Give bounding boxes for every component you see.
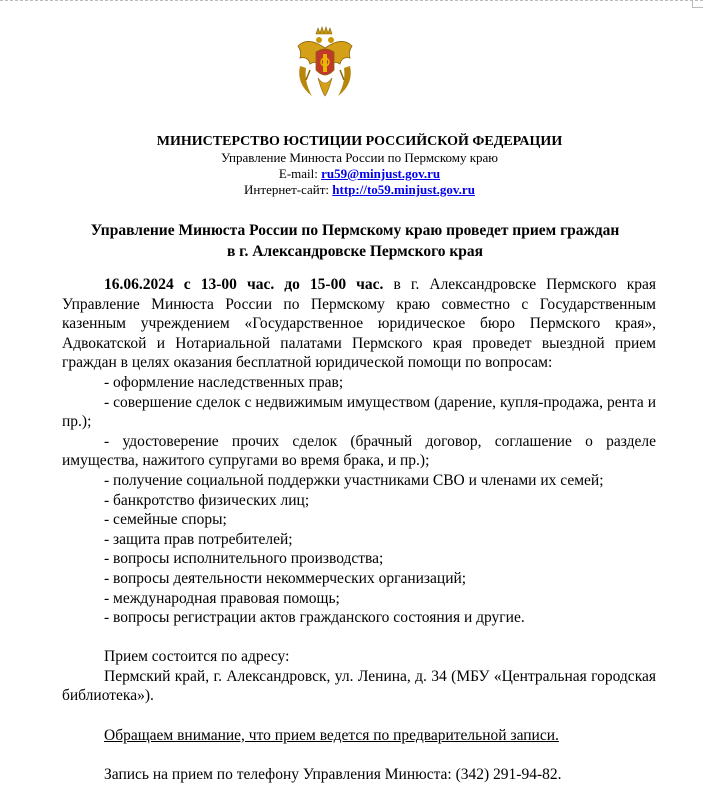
website-label: Интернет-сайт:: [244, 182, 330, 197]
list-item: - семейные споры;: [104, 511, 227, 529]
phone-line: Запись на прием по телефону Управления Минюста: (342) 291-94-82.: [104, 765, 562, 783]
page-top-border: [0, 0, 703, 3]
registration-notice: Обращаем внимание, что прием ведется по предварительной записи.: [104, 726, 559, 744]
spacer: [62, 706, 656, 726]
ministry-name: МИНИСТЕРСТВО ЮСТИЦИИ РОССИЙСКОЙ ФЕДЕРАЦИИ: [156, 134, 563, 149]
list-item: - совершение сделок с недвижимым имуществом (дарение, купля-продажа, рента и пр.);: [62, 393, 656, 431]
intro-paragraph: [62, 275, 656, 373]
department-name: Управление Минюста России по Пермскому краю: [220, 150, 499, 165]
website-link[interactable]: http://to59.minjust.gov.ru: [332, 182, 475, 197]
ministry-emblem-icon: [294, 26, 356, 102]
email-line: [8, 166, 703, 182]
document-title: [55, 220, 655, 262]
spacer: [62, 628, 656, 648]
spacer: [62, 745, 656, 765]
email-label: E-mail:: [278, 166, 318, 181]
list-item: - защита прав потребителей;: [104, 530, 293, 548]
list-item: - вопросы деятельности некоммерческих организаций;: [104, 569, 467, 587]
email-link[interactable]: ru59@minjust.gov.ru: [321, 166, 441, 181]
list-item: - получение социальной поддержки участниками СВО и членами их семей;: [104, 471, 604, 489]
list-item: - международная правовая помощь;: [104, 589, 340, 607]
list-item: - оформление наследственных прав;: [104, 373, 344, 391]
page-corner-mark: [692, 0, 703, 8]
address-text: Пермский край, г. Александровск, ул. Ленина, д. 34 (МБУ «Центральная городская библиотека»).: [62, 667, 656, 705]
event-datetime: 16.06.2024 с 13-00 час. до 15-00 час.: [104, 276, 384, 293]
address-label: Прием состоится по адресу:: [104, 648, 290, 666]
list-item: - вопросы исполнительного производства;: [104, 550, 384, 568]
document-body: [62, 275, 656, 784]
list-item: - банкротство физических лиц;: [104, 491, 310, 509]
letterhead: [8, 133, 703, 198]
list-item: - вопросы регистрации актов гражданского состояния и другие.: [104, 609, 525, 627]
title-line-2: в г. Александровске Пермского края: [226, 243, 484, 260]
website-line: [8, 182, 703, 198]
list-item: - удостоверение прочих сделок (брачный договор, соглашение о разделе имущества, нажитого супругами во время брака, и пр.);: [62, 432, 656, 470]
title-line-1: Управление Минюста России по Пермскому краю проведет прием граждан: [90, 222, 620, 239]
intro-text: в г. Александровске Пермского края Управление Минюста России по Пермскому краю совместно с Государственным казенным учреждением «Государственное юридическое бюро Пермского края», Адвокатской и Нотариальной палатами Пермского края проведет выездной прием граждан в целях оказания бесплатной юридической помощи по вопросам:: [62, 276, 656, 372]
topics-list: [62, 373, 656, 628]
